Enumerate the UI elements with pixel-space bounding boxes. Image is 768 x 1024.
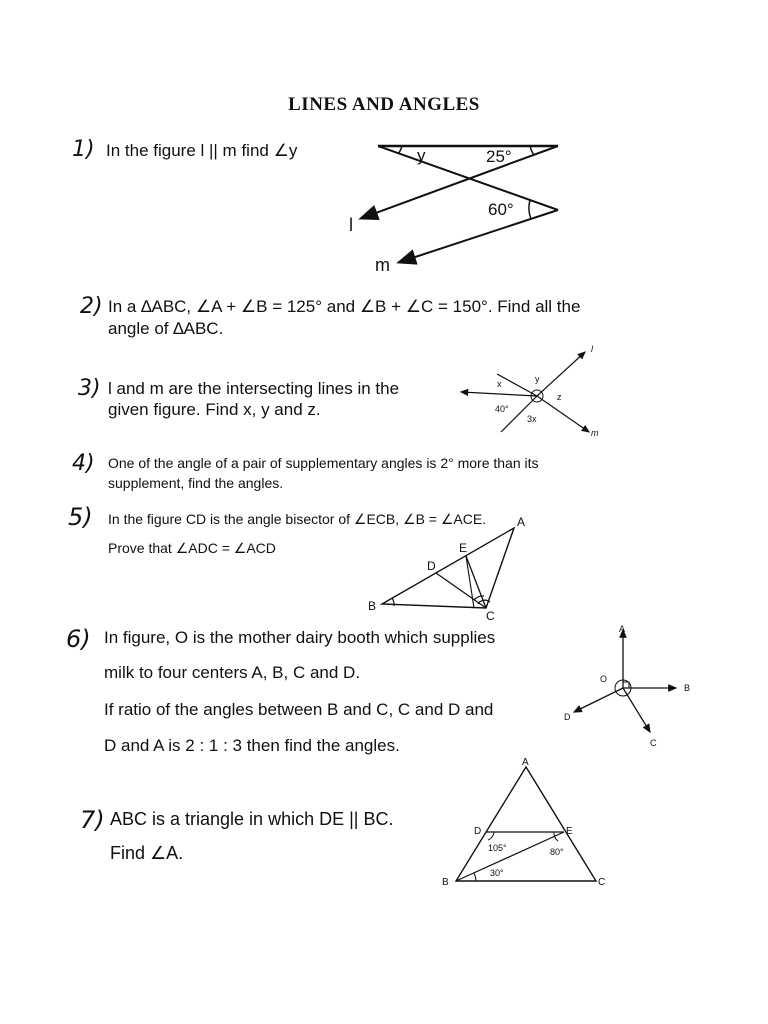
figure-triangle-de-parallel-bc: [440, 755, 620, 895]
label-D: D: [564, 712, 571, 722]
label-B: B: [684, 683, 691, 693]
label-C: C: [486, 609, 495, 623]
label-D: D: [474, 826, 482, 837]
label-m: m: [375, 255, 390, 275]
question-text: If ratio of the angles between B and C, C and D and: [104, 700, 494, 719]
question-number: 2): [80, 294, 103, 319]
question-text: Prove that ∠ADC = ∠ACD: [108, 540, 276, 556]
question-text: angle of ∆ABC.: [108, 319, 224, 338]
question-text: In the figure l || m find ∠y: [106, 141, 298, 160]
label-A: A: [517, 515, 526, 529]
label-30: 30°: [490, 868, 504, 878]
label-80: 80°: [550, 847, 564, 857]
label-B: B: [368, 599, 377, 613]
figure-angle-bisector: [362, 508, 542, 626]
label-y: y: [535, 374, 540, 384]
page-title: LINES AND ANGLES: [288, 94, 480, 115]
label-105: 105°: [488, 843, 507, 853]
label-3x: 3x: [527, 414, 537, 424]
question-text: In the figure CD is the angle bisector of ∠ECB, ∠B = ∠ACE.: [108, 511, 487, 527]
question-number: 6): [66, 625, 91, 653]
question-text: l and m are the intersecting lines in the: [108, 379, 400, 398]
question-number: 7): [80, 806, 105, 834]
question-number: 5): [68, 503, 93, 531]
label-A: A: [522, 757, 529, 768]
figure-dairy-booth: [560, 620, 700, 755]
label-O: O: [600, 674, 608, 684]
question-text: ABC is a triangle in which DE || BC.: [110, 809, 394, 829]
question-text: Find ∠A.: [110, 843, 184, 863]
label-l: l: [349, 215, 353, 235]
label-E: E: [566, 826, 573, 837]
label-25: 25°: [486, 147, 512, 166]
question-number: 4): [72, 451, 95, 476]
question-text: One of the angle of a pair of supplementary angles is 2° more than its: [108, 455, 539, 471]
label-C: C: [650, 738, 657, 748]
question-text: given figure. Find x, y and z.: [108, 400, 321, 419]
label-D: D: [427, 559, 436, 573]
question-number: 3): [78, 376, 101, 401]
label-z: z: [557, 392, 562, 402]
label-E: E: [459, 541, 468, 555]
question-text: In figure, O is the mother dairy booth which supplies: [104, 628, 496, 647]
figure-parallel-lines: [340, 138, 570, 278]
label-x: x: [497, 379, 502, 389]
question-text: supplement, find the angles.: [108, 475, 284, 491]
label-40: 40°: [495, 404, 509, 414]
label-60: 60°: [488, 200, 514, 219]
question-text: In a ∆ABC, ∠A + ∠B = 125° and ∠B + ∠C = 150°. Find all the: [108, 297, 581, 316]
label-m: m: [591, 428, 599, 438]
label-B: B: [442, 877, 449, 888]
question-number: 1): [72, 137, 95, 162]
label-C: C: [598, 877, 606, 888]
label-A: A: [619, 624, 626, 634]
label-y: y: [417, 146, 426, 165]
figure-intersecting-lines: [455, 340, 615, 440]
question-text: D and A is 2 : 1 : 3 then find the angles.: [104, 736, 400, 755]
question-text: milk to four centers A, B, C and D.: [104, 663, 361, 682]
label-l: l: [591, 344, 593, 354]
